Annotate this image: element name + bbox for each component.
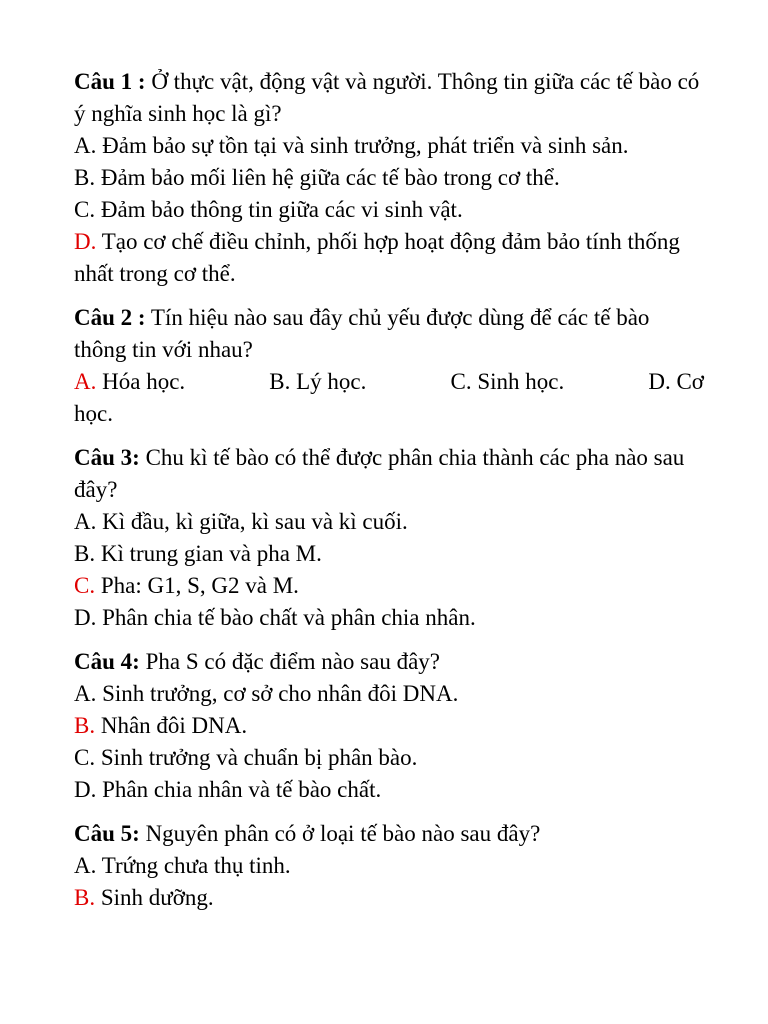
option-letter-correct: D. [74, 229, 97, 254]
option-d [74, 226, 704, 290]
option-a [74, 366, 185, 398]
option-c [74, 742, 704, 774]
option-letter: B. [74, 165, 96, 190]
option-text: Sinh dưỡng. [95, 885, 214, 910]
option-text: Đảm bảo mối liên hệ giữa các tế bào trong cơ thể. [95, 165, 560, 190]
question-3 [74, 442, 704, 634]
question-label: Câu 5: [74, 821, 140, 846]
option-text: Nhân đôi DNA. [95, 713, 248, 738]
question-text: Tín hiệu nào sau đây chủ yếu được dùng để các tế bào thông tin với nhau? [74, 305, 650, 362]
option-text: Tạo cơ chế điều chỉnh, phối hợp hoạt động đảm bảo tính thống nhất trong cơ thể. [74, 229, 680, 286]
option-letter: A. [74, 853, 97, 878]
option-c [450, 366, 564, 398]
question-label: Câu 4: [74, 649, 140, 674]
option-text: Sinh học. [471, 369, 565, 394]
option-text: Đảm bảo sự tồn tại và sinh trưởng, phát triển và sinh sản. [96, 133, 629, 158]
option-b [74, 162, 704, 194]
option-text: Phân chia nhân và tế bào chất. [96, 777, 382, 802]
option-d-continuation: học. [74, 401, 113, 426]
option-letter: A. [74, 681, 97, 706]
option-text: Cơ [670, 369, 704, 394]
option-c [74, 570, 704, 602]
question-label: Câu 3: [74, 445, 140, 470]
question-4 [74, 646, 704, 806]
question-stem [74, 442, 704, 506]
option-letter: B. [74, 541, 96, 566]
question-5 [74, 818, 704, 914]
option-text: Trứng chưa thụ tinh. [96, 853, 291, 878]
option-text: Phân chia tế bào chất và phân chia nhân. [96, 605, 476, 630]
option-letter: A. [74, 509, 97, 534]
option-text: Hóa học. [96, 369, 186, 394]
option-letter: C. [74, 745, 96, 770]
option-text: Kì trung gian và pha M. [95, 541, 322, 566]
question-stem [74, 66, 704, 130]
option-letter: B. [269, 369, 291, 394]
option-text: Pha: G1, S, G2 và M. [95, 573, 299, 598]
question-text: Pha S có đặc điểm nào sau đây? [139, 649, 441, 674]
option-letter-correct: A. [74, 369, 97, 394]
option-letter-correct: B. [74, 713, 96, 738]
option-text: Lý học. [290, 369, 367, 394]
question-stem [74, 818, 704, 850]
option-text: Kì đầu, kì giữa, kì sau và kì cuối. [96, 509, 408, 534]
option-d [74, 774, 704, 806]
option-a [74, 850, 704, 882]
option-b [74, 882, 704, 914]
question-1 [74, 66, 704, 290]
option-letter: D. [74, 605, 97, 630]
question-label: Câu 2 : [74, 305, 146, 330]
question-label: Câu 1 : [74, 69, 146, 94]
option-d [74, 602, 704, 634]
option-a [74, 678, 704, 710]
question-stem [74, 646, 704, 678]
option-text: Sinh trưởng, cơ sở cho nhân đôi DNA. [96, 681, 459, 706]
option-letter: C. [450, 369, 472, 394]
option-a [74, 130, 704, 162]
document-page [74, 66, 704, 926]
option-d [648, 366, 704, 398]
option-text: Sinh trưởng và chuẩn bị phân bào. [95, 745, 418, 770]
option-c [74, 194, 704, 226]
option-text: Đảm bảo thông tin giữa các vi sinh vật. [95, 197, 463, 222]
option-letter: A. [74, 133, 97, 158]
option-a [74, 506, 704, 538]
question-text: Nguyên phân có ở loại tế bào nào sau đây? [139, 821, 541, 846]
question-stem [74, 302, 704, 366]
question-text: Ở thực vật, động vật và người. Thông tin giữa các tế bào có ý nghĩa sinh học là gì? [74, 69, 700, 126]
option-b [74, 538, 704, 570]
option-b [269, 366, 366, 398]
option-letter: C. [74, 197, 96, 222]
option-letter-correct: B. [74, 885, 96, 910]
option-letter-correct: C. [74, 573, 96, 598]
inline-options [74, 366, 704, 398]
question-text: Chu kì tế bào có thể được phân chia thành các pha nào sau đây? [74, 445, 685, 502]
option-b [74, 710, 704, 742]
option-letter: D. [648, 369, 671, 394]
question-2 [74, 302, 704, 430]
option-letter: D. [74, 777, 97, 802]
